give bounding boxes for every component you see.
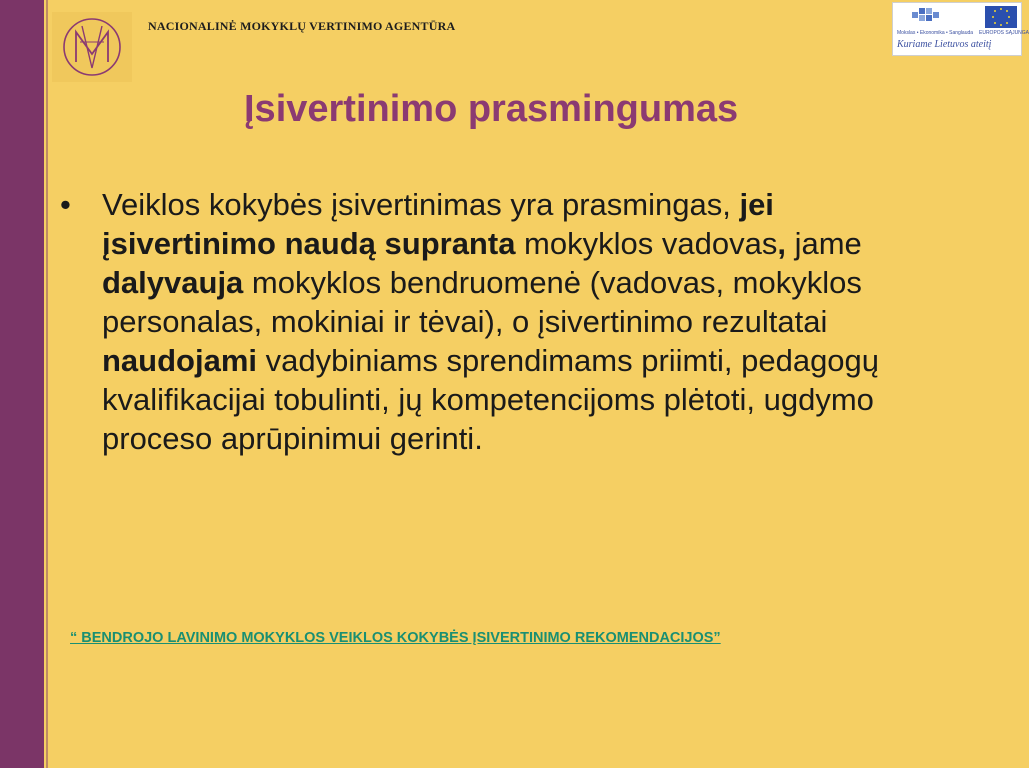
bullet-text-part: vadybiniams sprendimams priimti, pedagogų kvalifikacijai tobulinti, jų kompetencijoms plėtoti, ugdymo proceso aprūpinimui gerinti. (102, 343, 880, 456)
bullet-marker: • (60, 187, 71, 222)
recommendations-link[interactable]: “ BENDROJO LAVINIMO MOKYKLOS VEIKLOS KOKYBĖS ĮSIVERTINIMO REKOMENDACIJOS” (70, 630, 721, 646)
eu-badge-small-right: EUROPOS SĄJUNGA (979, 30, 1029, 36)
bullet-bold-part: jei įsivertinimo naudą supranta (102, 187, 774, 261)
bullet-paragraph (60, 185, 940, 458)
eu-funding-badge (892, 2, 1029, 56)
bullet-text (102, 185, 940, 458)
bullet-text-part: mokyklos bendruomenė (vadovas, mokyklos personalas, mokiniai ir tėvai), o įsivertinimo rezultatai (102, 265, 862, 339)
left-sidebar-line (46, 0, 48, 768)
nmva-logo-icon (52, 12, 132, 82)
bullet-text-part: Veiklos kokybės įsivertinimas yra prasmingas, (102, 187, 740, 222)
cohesion-logo-icon (912, 8, 939, 21)
left-sidebar-bar (0, 0, 44, 768)
slide-title: Įsivertinimo prasmingumas (244, 88, 739, 130)
eu-badge-small-left: Mokslas • Ekonomika • Sanglauda (897, 30, 974, 36)
bullet-bold-part: dalyvauja (102, 265, 244, 300)
bullet-bold-part: naudojami (102, 343, 258, 378)
eu-flag-icon (985, 6, 1017, 28)
bullet-bold-part: , (777, 226, 786, 261)
eu-slogan: Kuriame Lietuvos ateitį (897, 39, 992, 50)
agency-name: NACIONALINĖ MOKYKLŲ VERTINIMO AGENTŪRA (148, 19, 456, 33)
bullet-text-part: mokyklos vadovas (515, 226, 778, 261)
bullet-text-part: jame (785, 226, 862, 261)
